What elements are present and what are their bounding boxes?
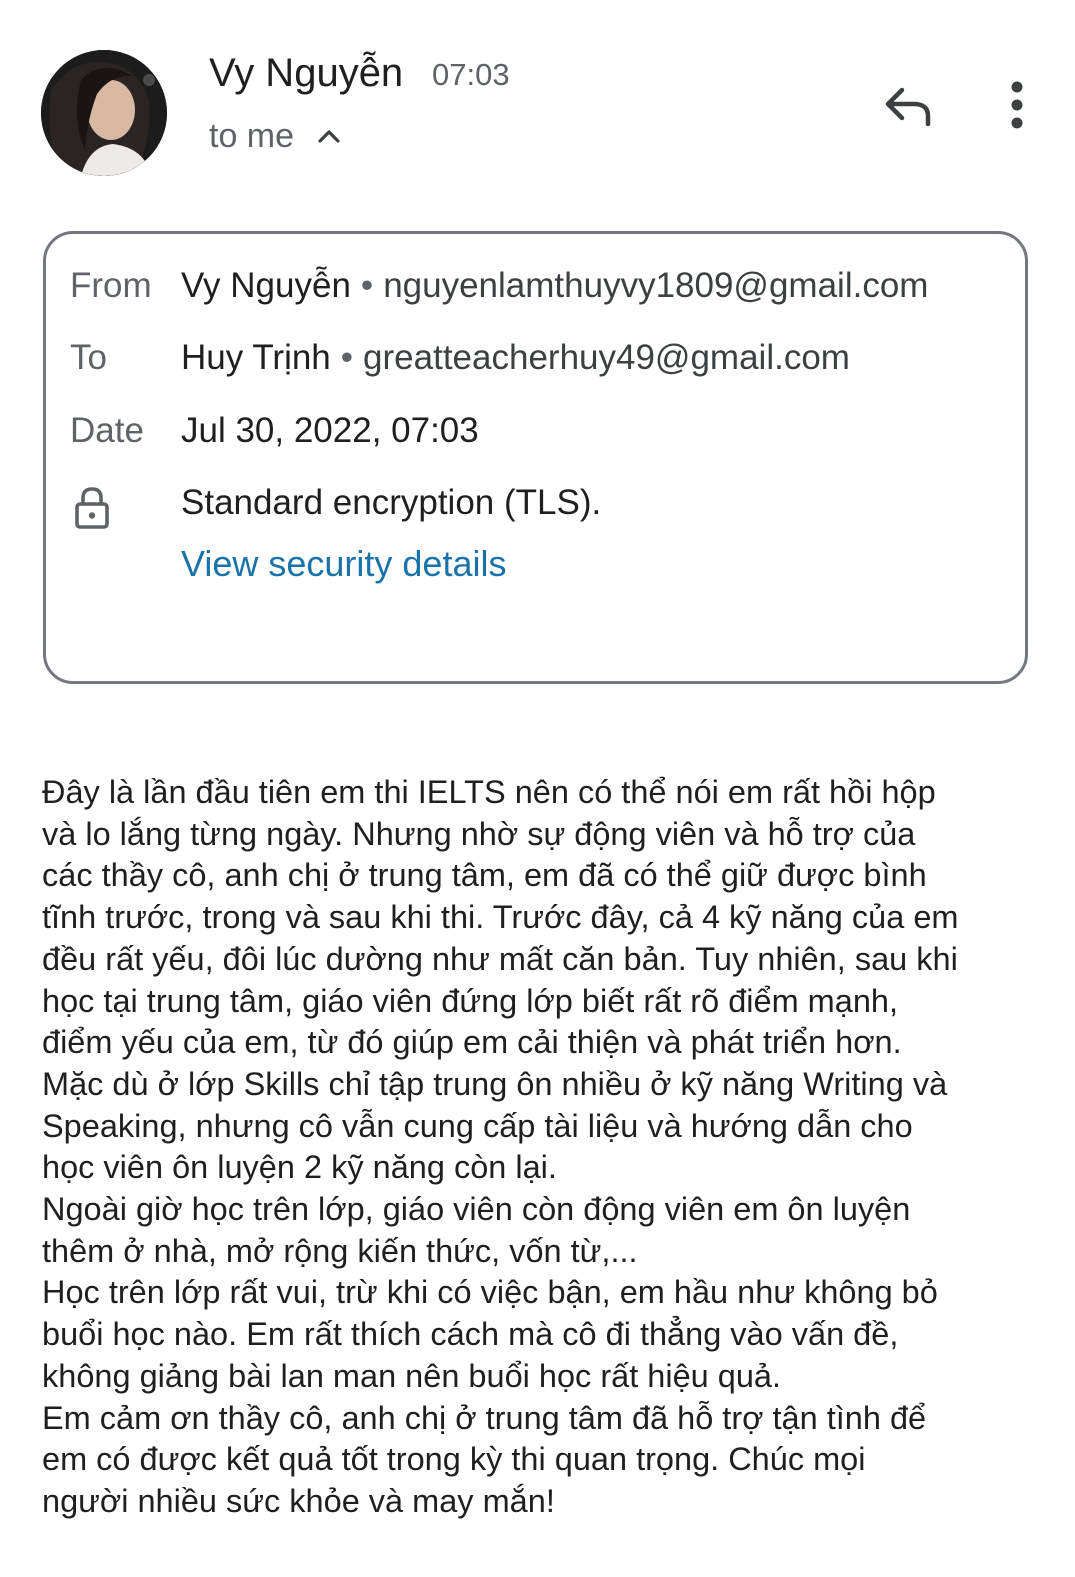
separator-dot: • (360, 266, 374, 305)
to-value (181, 334, 850, 382)
body-line: người nhiều sức khỏe và may mắn! (42, 1482, 555, 1519)
more-vert-icon (1009, 81, 1025, 129)
sent-time: 07:03 (432, 57, 510, 92)
sender-name: Vy Nguyễn (209, 51, 404, 95)
body-line: học tại trung tâm, giáo viên đứng lớp biết rất rõ điểm mạnh, (42, 982, 899, 1019)
body-line: các thầy cô, anh chị ở trung tâm, em đã có thể giữ được bình (42, 857, 927, 894)
to-name: Huy Trịnh (181, 338, 331, 377)
body-line: Đây là lần đầu tiên em thi IELTS nên có thể nói em rất hồi hộp (42, 774, 936, 810)
from-name: Vy Nguyễn (181, 266, 351, 305)
body-line: đều rất yếu, đôi lúc dường như mất căn bản. Tuy nhiên, sau khi (42, 940, 958, 977)
more-options-button[interactable] (990, 74, 1044, 136)
view-security-details-link[interactable]: View security details (181, 543, 507, 584)
body-line: thêm ở nhà, mở rộng kiến thức, vốn từ,... (42, 1232, 638, 1269)
body-line: không giảng bài lan man nên buổi học rất hiệu quả. (42, 1357, 782, 1394)
body-line: Ngoài giờ học trên lớp, giáo viên còn động viên em ôn luyện (42, 1191, 911, 1228)
date-label: Date (70, 411, 144, 450)
body-line: tĩnh trước, trong và sau khi thi. Trước đây, cả 4 kỹ năng của em (42, 899, 959, 936)
from-value (181, 262, 928, 310)
email-body (42, 772, 1052, 1523)
body-line: Mặc dù ở lớp Skills chỉ tập trung ôn nhiều ở kỹ năng Writing và (42, 1065, 948, 1102)
reply-icon (882, 84, 934, 128)
message-details-card (43, 231, 1028, 684)
from-email[interactable]: nguyenlamthuyvy1809@gmail.com (383, 266, 929, 305)
body-line: em có được kết quả tốt trong kỳ thi quan trọng. Chúc mọi (42, 1441, 866, 1478)
email-header (0, 0, 1075, 200)
body-line: buổi học nào. Em rất thích cách mà cô đi thẳng vào vấn đề, (42, 1316, 899, 1353)
avatar-photo (41, 50, 167, 176)
body-line: Speaking, nhưng cô vẫn cung cấp tài liệu và hướng dẫn cho (42, 1107, 913, 1144)
to-row (46, 334, 1025, 382)
date-row (46, 407, 1025, 455)
from-row (46, 262, 1025, 310)
from-label: From (70, 266, 152, 305)
to-label: To (70, 338, 107, 377)
body-line: Học trên lớp rất vui, trừ khi có việc bận, em hầu như không bỏ (42, 1274, 938, 1311)
recipient-label: to me (209, 116, 295, 155)
encryption-row (46, 479, 1025, 527)
to-email[interactable]: greatteacherhuy49@gmail.com (363, 338, 850, 377)
body-line: Em cảm ơn thầy cô, anh chị ở trung tâm đã hỗ trợ tận tình để (42, 1399, 927, 1436)
separator-dot: • (340, 338, 354, 377)
chevron-up-icon (316, 123, 342, 149)
body-line: và lo lắng từng ngày. Nhưng nhờ sự động viên và hỗ trợ của (42, 815, 916, 852)
reply-button[interactable] (876, 78, 940, 134)
date-value: Jul 30, 2022, 07:03 (181, 411, 479, 450)
body-line: học viên ôn luyện 2 kỹ năng còn lại. (42, 1149, 557, 1186)
body-line: điểm yếu của em, từ đó giúp em cải thiện và phát triển hơn. (42, 1024, 902, 1061)
encryption-text: Standard encryption (TLS). (181, 483, 602, 522)
recipient-details-toggle[interactable] (209, 113, 342, 159)
sender-avatar[interactable] (41, 50, 167, 176)
